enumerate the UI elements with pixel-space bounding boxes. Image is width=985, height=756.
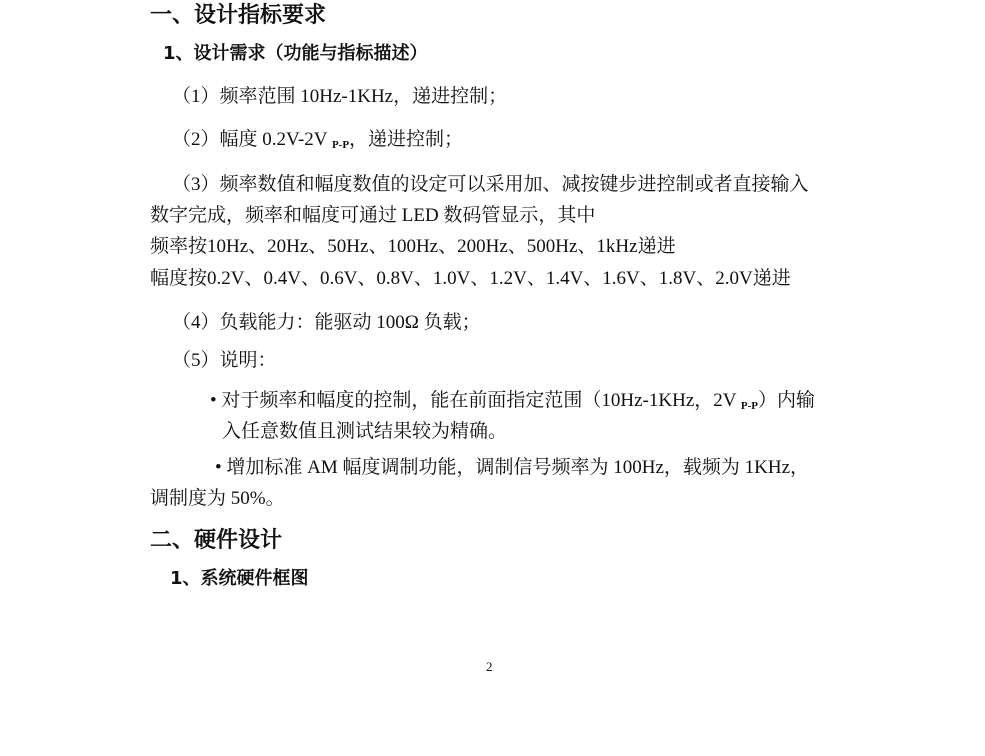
subsection-heading-hardware-diagram: 1、系统硬件框图 <box>170 568 309 589</box>
requirement-item-1: （1）频率范围 10Hz-1KHz，递进控制； <box>172 86 508 107</box>
requirement-item-3-line1: （3）频率数值和幅度数值的设定可以采用加、减按键步进控制或者直接输入 <box>172 174 809 195</box>
item2-subscript: P-P <box>331 139 350 151</box>
page-number: 2 <box>486 659 493 674</box>
requirement-item-5: （5）说明： <box>172 350 277 371</box>
bullet-2-line1: • 增加标准 AM 幅度调制功能，调制信号频率为 100Hz，载频为 1KHz， <box>215 457 810 478</box>
bullet1-text-end: ）内输 <box>758 390 816 411</box>
requirement-item-4: （4）负载能力：能驱动 100Ω 负载； <box>172 312 481 333</box>
bullet-1-line1 <box>210 389 815 418</box>
section-heading-2: 二、硬件设计 <box>150 528 283 553</box>
requirement-item-2 <box>172 128 463 157</box>
subsection-heading-design-requirements: 1、设计需求（功能与指标描述） <box>163 43 428 64</box>
bullet1-subscript: P-P <box>740 400 758 412</box>
requirement-item-3-line2: 数字完成，频率和幅度可通过 LED 数码管显示，其中 <box>150 205 596 226</box>
section-heading-1: 一、设计指标要求 <box>150 3 327 28</box>
requirement-item-3-line4: 幅度按0.2V、0.4V、0.6V、0.8V、1.0V、1.2V、1.4V、1.6V、1.8V、2.0V递进 <box>150 268 791 289</box>
bullet1-text: • 对于频率和幅度的控制，能在前面指定范围（10Hz-1KHz，2V <box>210 390 741 411</box>
item2-text-end: ，递进控制； <box>349 129 464 150</box>
item2-text: （2）幅度 0.2V-2V <box>172 129 332 150</box>
bullet-1-line2: 入任意数值且测试结果较为精确。 <box>222 421 508 442</box>
requirement-item-3-line3: 频率按10Hz、20Hz、50Hz、100Hz、200Hz、500Hz、1kHz递进 <box>150 236 676 257</box>
bullet-2-line2: 调制度为 50%。 <box>150 488 285 509</box>
